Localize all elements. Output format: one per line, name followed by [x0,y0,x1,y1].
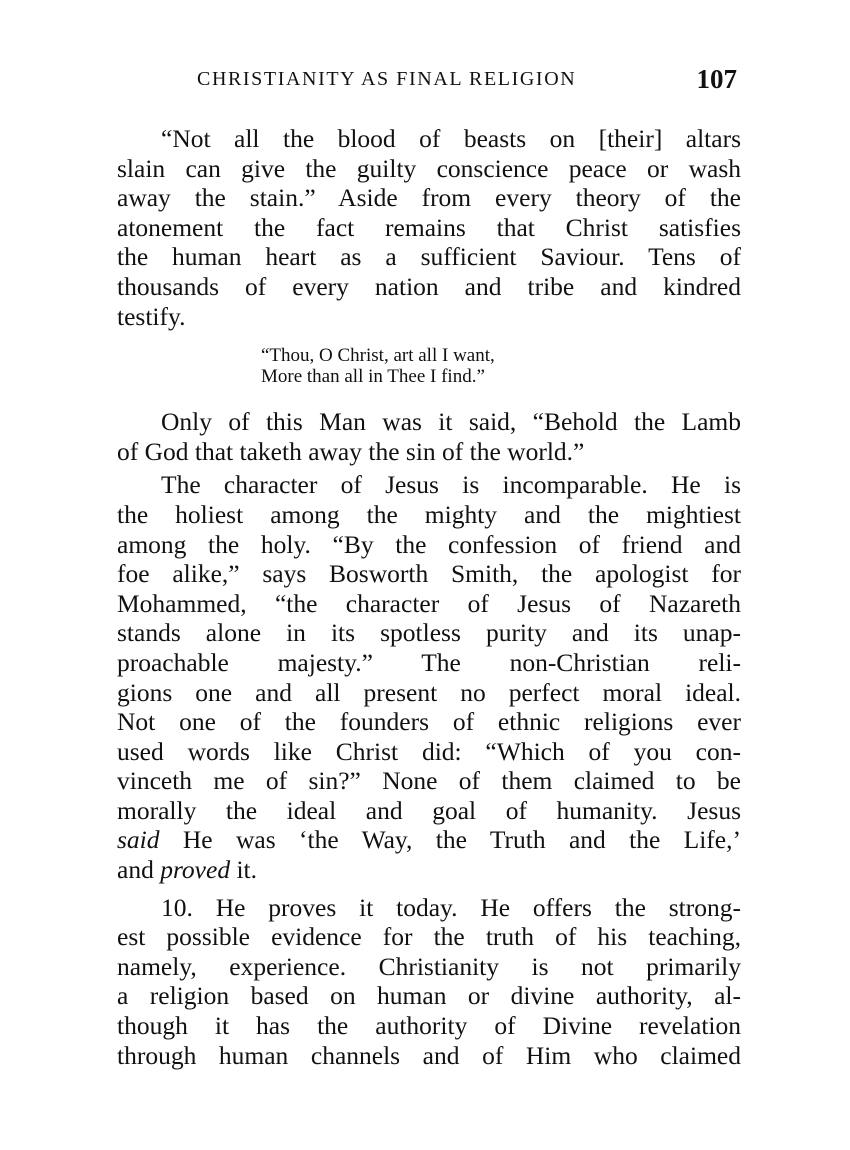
text-line: vinceth me of sin?” None of them claimed to be [117,766,741,796]
text-line: The character of Jesus is incomparable. He is [161,470,741,500]
hymn-quote [261,345,741,387]
paragraph-experience [117,893,741,1071]
text-line: namely, experience. Christianity is not primarily [117,951,741,981]
text-line: the human heart as a sufficient Saviour. Tens of [117,242,741,272]
book-page [117,62,741,1070]
verse-line: More than all in Thee I find.” [261,366,485,388]
text-line: proachable majesty.” The non-Christian reli- [117,647,741,677]
text-line: testify. [117,301,186,331]
paragraph-lamb [117,407,741,466]
text-line: the holiest among the mighty and the mightiest [117,499,741,529]
text-line: 10. He proves it today. He offers the strong- [161,892,741,922]
text-line: of God that taketh away the sin of the world.” [117,436,585,466]
running-title: CHRISTIANITY AS FINAL RELIGION [197,68,577,90]
text-line [117,825,741,855]
text-line: morally the ideal and goal of humanity. Jesus [117,795,741,825]
text-line: stands alone in its spotless purity and its unap- [117,618,741,648]
text-line: through human channels and of Him who claimed [117,1040,741,1070]
text-fragment: it. [230,855,257,885]
italic-word: said [117,825,160,855]
italic-word: proved [160,855,231,885]
text-line: slain can give the guilty conscience peace or wash [117,153,741,183]
text-line: Mohammed, “the character of Jesus of Nazareth [117,588,741,618]
page-number: 107 [696,64,737,94]
text-line: a religion based on human or divine authority, al- [117,981,741,1011]
text-line: Only of this Man was it said, “Behold the Lamb [161,407,741,437]
text-line: away the stain.” Aside from every theory of the [117,183,741,213]
text-line: atonement the fact remains that Christ satisfies [117,212,741,242]
running-header [117,62,741,102]
text-line: used words like Christ did: “Which of you con- [117,736,741,766]
text-line [117,855,741,885]
text-line: “Not all the blood of beasts on [their] altars [161,124,741,153]
paragraph-character [117,470,741,884]
text-fragment: and [117,855,161,885]
text-line: thousands of every nation and tribe and kindred [117,271,741,301]
text-fragment: He was ‘the Way, the Truth and the Life,’ [159,825,741,855]
verse-line: “Thou, O Christ, art all I want, [261,345,495,367]
text-line: among the holy. “By the confession of friend and [117,529,741,559]
text-line: foe alike,” says Bosworth Smith, the apologist for [117,559,741,589]
text-line: est possible evidence for the truth of his teaching, [117,922,741,952]
text-line: Not one of the founders of ethnic religions ever [117,707,741,737]
text-line: though it has the authority of Divine revelation [117,1011,741,1041]
paragraph-atonement [117,124,741,331]
text-line: gions one and all present no perfect moral ideal. [117,677,741,707]
